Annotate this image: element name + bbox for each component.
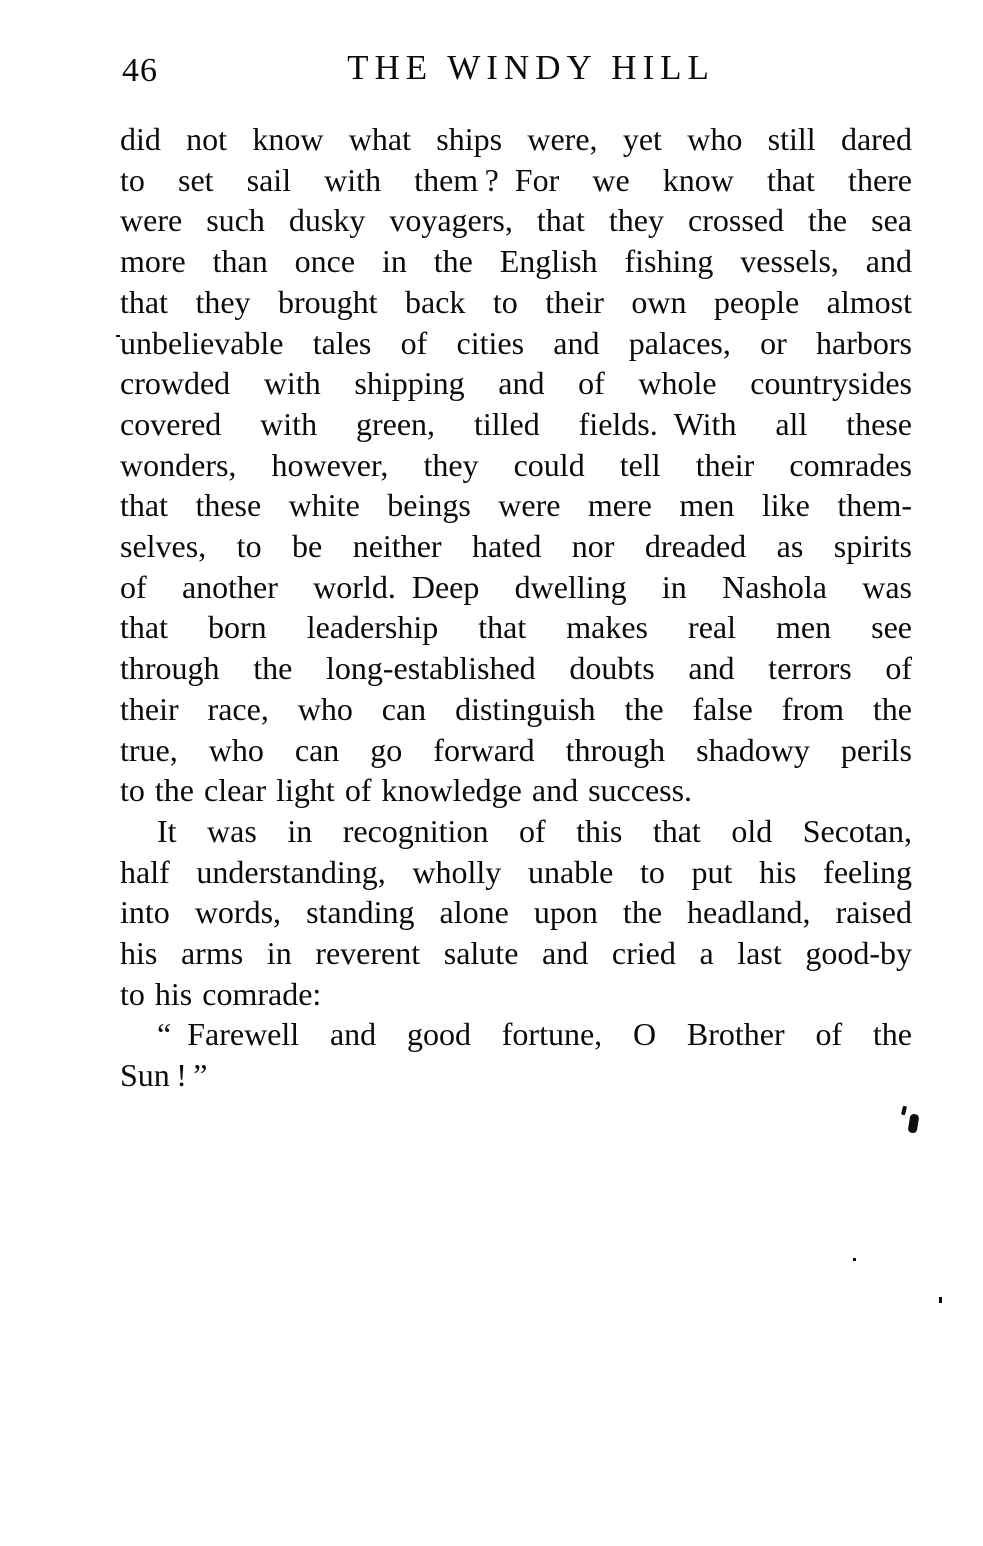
text-line: to set sail with them ? For we know that there bbox=[120, 161, 912, 198]
text-line: that they brought back to their own people almost bbox=[120, 283, 912, 320]
text-line: covered with green, tilled fields. With all these bbox=[120, 405, 912, 442]
text-line: half understanding, wholly unable to put his feeling bbox=[120, 853, 912, 890]
text-line: to his comrade: bbox=[120, 975, 322, 1012]
text-line: more than once in the English fishing vessels, and bbox=[120, 243, 912, 280]
ink-speck bbox=[853, 1258, 856, 1261]
text-line: that these white beings were mere men like them- bbox=[120, 487, 912, 524]
text-line: to the clear light of knowledge and success. bbox=[120, 772, 693, 809]
text-line: crowded with shipping and of whole countrysides bbox=[120, 365, 912, 402]
text-line: did not know what ships were, yet who still dared bbox=[120, 121, 912, 157]
text-line: his arms in reverent salute and cried a last good-by bbox=[120, 935, 912, 972]
text-line: It was in recognition of this that old Secotan, bbox=[157, 812, 912, 849]
text-line: that born leadership that makes real men see bbox=[120, 609, 912, 646]
text-line: into words, standing alone upon the headland, raised bbox=[120, 894, 912, 931]
ink-speck bbox=[901, 1106, 907, 1116]
text-line: of another world. Deep dwelling in Nashola was bbox=[120, 568, 912, 605]
running-title: THE WINDY HILL bbox=[347, 48, 715, 87]
ink-speck bbox=[908, 1113, 920, 1133]
body-text bbox=[120, 119, 912, 1096]
ink-speck bbox=[116, 335, 120, 337]
page-number: 46 bbox=[122, 52, 158, 89]
page-header bbox=[120, 48, 912, 92]
text-line: Sun ! ” bbox=[120, 1057, 208, 1094]
text-line: through the long-established doubts and terrors of bbox=[120, 650, 912, 687]
text-line: “ Farewell and good fortune, O Brother of the bbox=[157, 1016, 912, 1053]
text-line: were such dusky voyagers, that they crossed the sea bbox=[120, 202, 912, 239]
text-line: unbelievable tales of cities and palaces, or harbors bbox=[120, 324, 912, 361]
text-line: selves, to be neither hated nor dreaded as spirits bbox=[120, 528, 912, 565]
text-line: their race, who can distinguish the false from the bbox=[120, 690, 912, 727]
text-line: true, who can go forward through shadowy perils bbox=[120, 731, 912, 768]
ink-speck bbox=[939, 1297, 942, 1303]
text-line: wonders, however, they could tell their comrades bbox=[120, 446, 912, 483]
